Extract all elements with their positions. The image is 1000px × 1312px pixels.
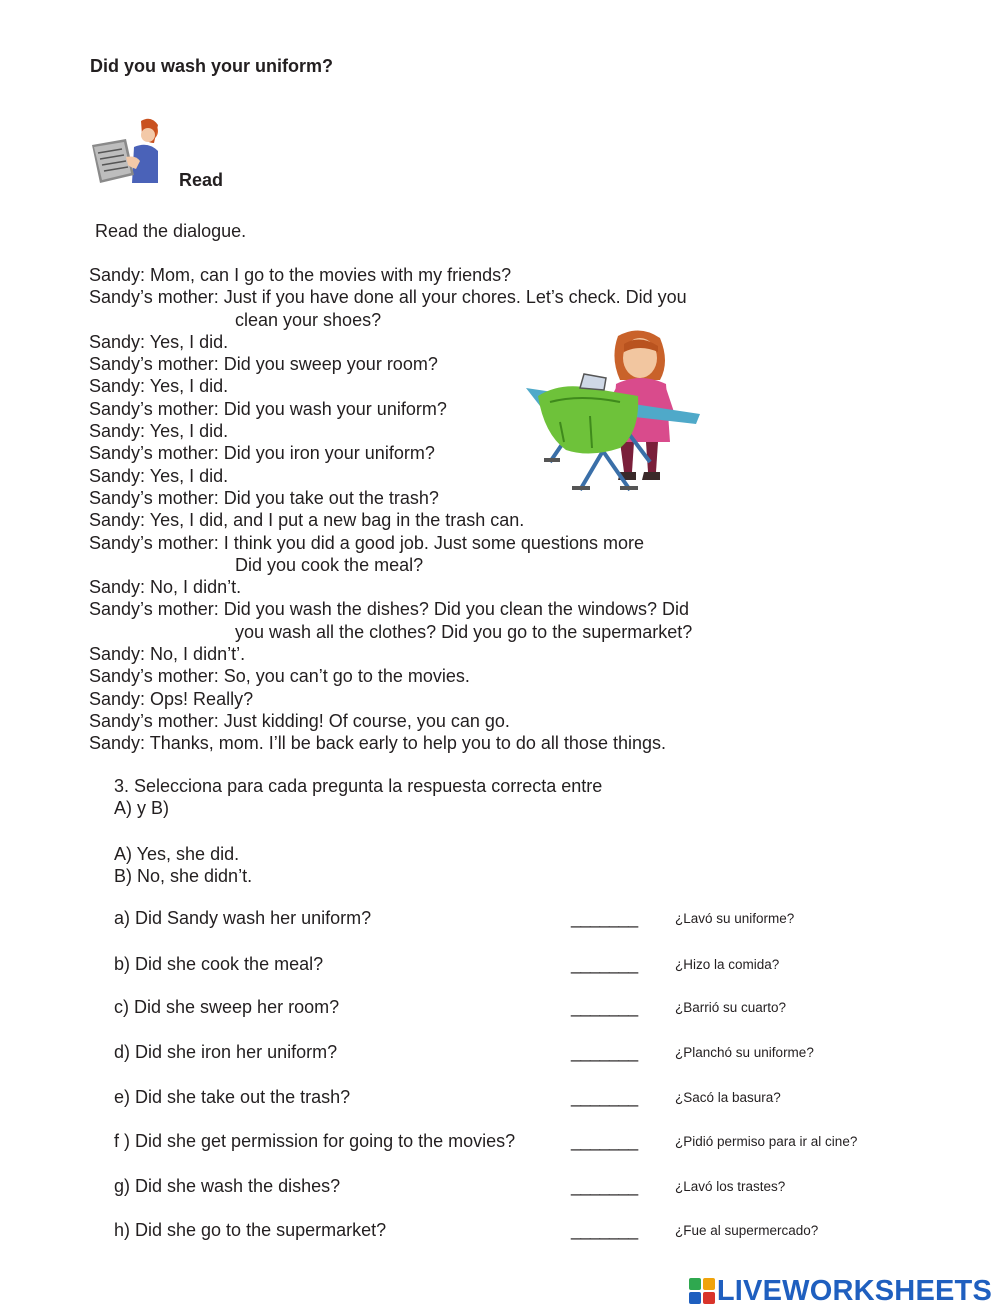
dialogue-line: Sandy’s mother: Did you wash the dishes? Did you clean the windows? Did (89, 599, 689, 620)
read-section-label: Read (179, 170, 224, 190)
liveworksheets-logo[interactable] (689, 1276, 992, 1306)
dialogue-line: Sandy: No, I didn’t’. (89, 644, 246, 665)
dialogue-line: Sandy: Yes, I did, and I put a new bag in the trash can. (89, 510, 525, 531)
dialogue-line: Sandy: Yes, I did. (89, 376, 229, 397)
question-text: b) Did she cook the meal? (114, 954, 324, 974)
question-text: h) Did she go to the supermarket? (114, 1220, 387, 1240)
answer-blank[interactable]: _______ (571, 1042, 638, 1062)
dialogue-line: Sandy’s mother: So, you can’t go to the movies. (89, 666, 470, 687)
dialogue-line: Sandy’s mother: Did you sweep your room? (89, 354, 438, 375)
dialogue-line: Sandy: Yes, I did. (89, 421, 229, 442)
question-row (114, 954, 874, 980)
dialogue-line: Sandy’s mother: Just kidding! Of course, you can go. (89, 710, 510, 731)
answer-blank[interactable]: _______ (571, 1087, 638, 1107)
option-a: A) Yes, she did. (114, 844, 240, 864)
dialogue-line: you wash all the clothes? Did you go to the supermarket? (235, 621, 693, 642)
liveworksheets-wordmark: LIVEWORKSHEETS (716, 1274, 992, 1307)
question-row (114, 908, 874, 934)
dialogue-line: Sandy: Yes, I did. (89, 465, 229, 486)
dialogue-line: Sandy’s mother: Just if you have done all your chores. Let’s check. Did you (89, 287, 687, 308)
question-text: e) Did she take out the trash? (114, 1087, 351, 1107)
dialogue-line: Did you cook the meal? (235, 554, 424, 575)
page-title: Did you wash your uniform? (90, 56, 334, 76)
answer-blank[interactable]: _______ (571, 1220, 638, 1240)
question-text: a) Did Sandy wash her uniform? (114, 908, 372, 928)
exercise-instruction-line: 3. Selecciona para cada pregunta la respuesta correcta entre (114, 776, 603, 796)
dialogue-line: Sandy: No, I didn’t. (89, 577, 242, 598)
question-translation: ¿Fue al supermercado? (675, 1223, 819, 1238)
question-row (114, 1131, 874, 1157)
answer-blank[interactable]: _______ (571, 1131, 638, 1151)
dialogue-line: Sandy’s mother: I think you did a good job. Just some questions more (89, 532, 644, 553)
question-translation: ¿Barrió su cuarto? (675, 1000, 787, 1015)
answer-blank[interactable]: _______ (571, 1176, 638, 1196)
dialogue-line: Sandy: Thanks, mom. I’ll be back early to help you to do all those things. (89, 733, 666, 754)
question-translation: ¿Lavó su uniforme? (675, 911, 795, 926)
ironing-girl-illustration (520, 322, 710, 502)
question-text: d) Did she iron her uniform? (114, 1042, 338, 1062)
question-row (114, 1087, 874, 1113)
dialogue-line: Sandy: Ops! Really? (89, 688, 254, 709)
question-text: c) Did she sweep her room? (114, 997, 340, 1017)
dialogue-line: Sandy’s mother: Did you wash your uniform? (89, 398, 447, 419)
answer-options (114, 843, 252, 888)
option-b: B) No, she didn’t. (114, 866, 253, 887)
question-translation: ¿Pidió permiso para ir al cine? (675, 1134, 858, 1149)
instruction-text: Read the dialogue. (95, 221, 247, 241)
question-text: f ) Did she get permission for going to the movies? (114, 1131, 516, 1151)
question-translation: ¿Planchó su uniforme? (675, 1045, 814, 1060)
dialogue-line: Sandy’s mother: Did you take out the trash? (89, 487, 439, 508)
question-translation: ¿Sacó la basura? (675, 1090, 781, 1105)
dialogue-line: Sandy: Mom, can I go to the movies with my friends? (89, 265, 512, 285)
question-row (114, 1220, 874, 1246)
question-translation: ¿Hizo la comida? (675, 957, 780, 972)
dialogue-line: Sandy’s mother: Did you iron your uniform? (89, 443, 435, 464)
exercise-instruction (114, 775, 602, 820)
answer-blank[interactable]: _______ (571, 908, 638, 928)
question-row (114, 997, 874, 1023)
question-translation: ¿Lavó los trastes? (675, 1179, 786, 1194)
question-text: g) Did she wash the dishes? (114, 1176, 341, 1196)
dialogue-line: clean your shoes? (235, 309, 382, 330)
question-row (114, 1176, 874, 1202)
dialogue-line: Sandy: Yes, I did. (89, 331, 229, 352)
liveworksheets-logo-icon (689, 1278, 715, 1304)
exercise-instruction-line: A) y B) (114, 798, 170, 819)
reading-girl-illustration (88, 113, 164, 189)
answer-blank[interactable]: _______ (571, 997, 638, 1017)
question-row (114, 1042, 874, 1068)
answer-blank[interactable]: _______ (571, 954, 638, 974)
